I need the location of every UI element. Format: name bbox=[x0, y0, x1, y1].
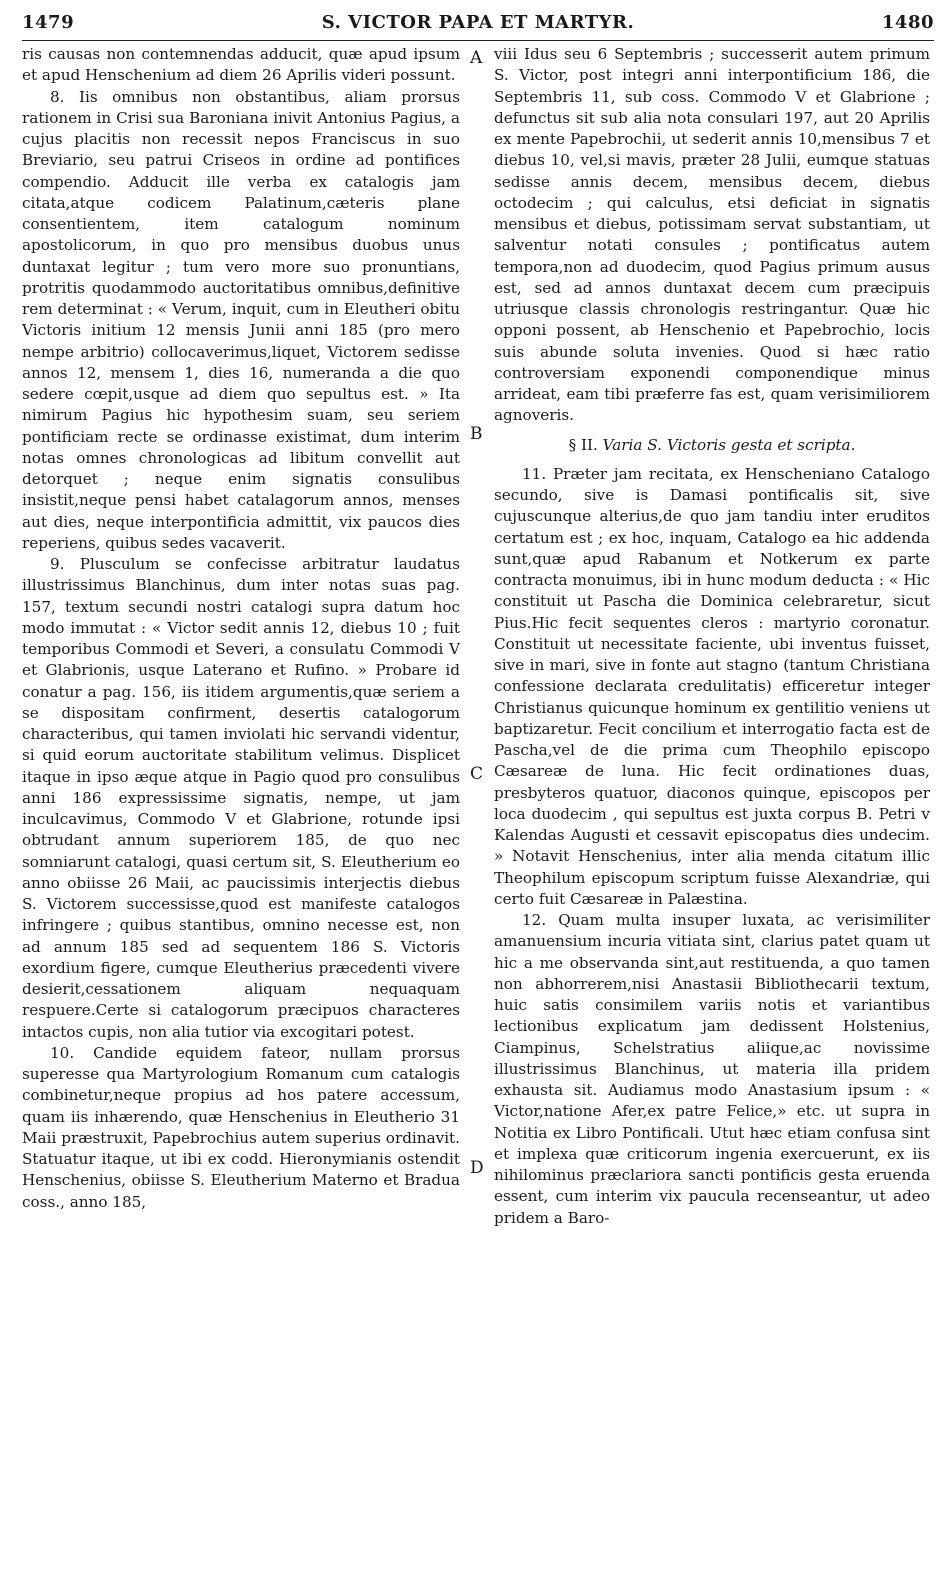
section-title: Varia S. Victoris gesta et scripta. bbox=[602, 435, 856, 454]
running-header bbox=[22, 12, 934, 41]
paragraph-8: 8. Iis omnibus non obstantibus, aliam prorsus rationem in Crisi sua Baroniana inivit Antonius Pagius, a cujus placitis non recessit nepos Franciscus in suo Breviario, seu patrui Criseos in ordine ad pontifices compendio. Adducit ille verba ex catalogis jam citata,atque codicem Palatinum,cæteris plane consentientem, item catalogum nominum apostolicorum, in quo pro mensibus duobus unus duntaxat legitur ; tum vero more suo pronuntians, protritis quodammodo auctoritatibus omnibus,definitive rem determinat : « Verum, inquit, cum in Eleutheri obitu Victoris initium 12 mensis Junii anni 185 (pro mero nempe arbitrio) collocaverimus,liquet, Victorem sedisse annos 12, mensem 1, dies 16, numeranda a die quo sedere cœpit,usque ad diem quo sepultus est. » Ita nimirum Pagius hic hypothesim suam, seu seriem pontificiam recte se ordinasse existimat, dum interim notas omnes chronologicas ad libitum convellit aut detorquet ; neque enim signatis consulibus insistit,neque pensi habet catalagorum annos, menses aut dies, neque interpontificia admittit, vix paucos dies reperiens, quibus sedes vacaverit. bbox=[22, 87, 460, 552]
paragraph-10: 10. Candide equidem fateor, nullam prorsus superesse qua Martyrologium Romanum cum catalogis combinetur,neque propius ad hos patere accessum, quam iis inhærendo, quæ Henschenius in Eleutherio 31 Maii præstruxit, Papebrochius autem superius ordinavit. Statuatur itaque, ut ibi ex codd. Hieronymianis ostendit Henschenius, obiisse S. Eleutherium Materno et Bradua coss., anno 185, bbox=[22, 1043, 460, 1211]
section-number: § II. bbox=[568, 435, 598, 454]
paragraph-12: 12. Quam multa insuper luxata, ac verisimiliter amanuensium incuria vitiata sint, clarius patet quam ut hic a me observanda sint,aut restituenda, a quo tamen non abhorrerem,nisi Anastasii Bibliothecarii textum, huic satis consimilem variis notis et variantibus lectionibus explicatum jam dedissent Holstenius, Ciampinus, Schelstratius aliique,ac novissime illustrissimus Blanchinus, ut materia illa pridem exhausta sit. Audiamus modo Anastasium ipsum : « Victor,natione Afer,ex patre Felice,» etc. ut supra in Notitia ex Libro Pontificali. Utut hæc etiam confusa sint et implexa quæ criticorum ingenia exercuerunt, ex iis nihilominus præclariora sancti pontificis gesta eruenda essent, cum interim vix paucula recenseantur, ut adeo pridem a Baro- bbox=[494, 911, 930, 1227]
right-column bbox=[494, 44, 930, 1229]
page-number-left: 1479 bbox=[22, 12, 75, 33]
margin-marker-c: C bbox=[470, 764, 484, 784]
paragraph-continuation: ris causas non contemnendas adducit, quæ apud ipsum et apud Henschenium ad diem 26 Aprilis videri possunt. bbox=[22, 45, 460, 85]
margin-marker-a: A bbox=[470, 48, 483, 68]
page-number-right: 1480 bbox=[881, 12, 934, 33]
section-heading bbox=[494, 435, 930, 456]
margin-marker-d: D bbox=[470, 1158, 484, 1178]
paragraph-11: 11. Præter jam recitata, ex Henscheniano Catalogo secundo, sive is Damasi pontificalis sit, sive cujuscunque alterius,de quo jam tandiu inter eruditos certatum est ; ex hoc, inquam, Catalogo ea hic addenda sunt,quæ apud Rabanum et Notkerum ex parte contracta monuimus, ibi in hunc modum deducta : « Hic constituit ut Pascha die Dominica celebraretur, sicut Pius.Hic fecit sequentes cleros : martyrio coronatur. Constituit ut necessitate faciente, ubi inventus fuisset, sive in mari, sive in fonte aut stagno (tantum Christiana confessione declarata credulitatis) efficeretur integer Christianus quicunque hominum ex gentilitio veniens ut baptizaretur. Fecit concilium et interrogatio facta est de Pascha,vel de die prima cum Theophilo episcopo Cæsareæ de luna. Hic fecit ordinationes duas, presbyteros quatuor, diaconos quinque, episcopos per loca duodecim , qui sepultus est juxta corpus B. Petri v Kalendas Augusti et cessavit episcopatus dies undecim. » Notavit Henschenius, inter alia menda citatum illic Theophilum episcopum scriptum fuisse Alexandriæ, qui certo fuit Cæsareæ in Palæstina. bbox=[494, 464, 930, 908]
paragraph-10-continuation: viii Idus seu 6 Septembris ; successerit autem primum S. Victor, post integri anni interpontificium 186, die Septembris 11, sub coss. Commodo V et Glabrione ; defunctus sit sub alia nota consulari 197, aut 20 Aprilis ex mente Papebrochii, ut sederit annis 10,mensibus 7 et diebus 10, vel,si mavis, præter 28 Julii, eumque statuas sedisse annis decem, mensibus decem, diebus octodecim ; qui calculus, etsi deficiat in signatis mensibus et diebus, potissimam servat substantiam, ut salventur notati consules ; pontificatus autem tempora,non ad duodecim, quod Pagius primum ausus est, sed ad annos duntaxat decem cum præcipuis utriusque classis chronologis restringantur. Quæ hic opponi possent, ab Henschenio et Papebrochio, locis suis abunde soluta invenies. Quod si hæc ratio controversiam exponendi componendique minus arrideat, eam tibi præferre fas est, quam verisimiliorem agnoveris. bbox=[494, 45, 930, 425]
paragraph-9: 9. Plusculum se confecisse arbitratur laudatus illustrissimus Blanchinus, dum inter notas suas pag. 157, textum secundi nostri catalogi supra datum hoc modo immutat : « Victor sedit annis 12, diebus 10 ; fuit temporibus Commodi et Severi, a consulatu Commodi V et Glabrionis, usque Laterano et Rufino. » Probare id conatur a pag. 156, iis itidem argumentis,quæ seriem a se dispositam confirment, desertis catalogorum characteribus, qui tamen inviolati hic servandi videntur, si quid eorum auctoritate stabilitum velimus. Displicet itaque in ipso æque atque in Pagio quod pro consulibus anni 186 expressissime signatis, nempe, ut jam inculcavimus, Commodo V et Glabrione, rotunde ipsi obtrudant annum superiorem 185, de quo nec somniarunt catalogi, quasi certum sit, S. Eleutherium eo anno obiisse 26 Maii, ac paucissimis interjectis diebus S. Victorem successisse,quod est manifeste catalogos infringere ; quibus stantibus, omnino necesse est, non ad annum 185 sed ad sequentem 186 S. Victoris exordium figere, cumque Eleutherius præcedenti vivere desierit,cessationem aliquam nequaquam respuere.Certe si catalogorum præcipuos characteres intactos cupis, non alia tutior via excogitari potest. bbox=[22, 555, 460, 1041]
running-title: S. VICTOR PAPA ET MARTYR. bbox=[321, 12, 635, 33]
left-column bbox=[22, 44, 460, 1213]
margin-marker-b: B bbox=[470, 424, 483, 444]
